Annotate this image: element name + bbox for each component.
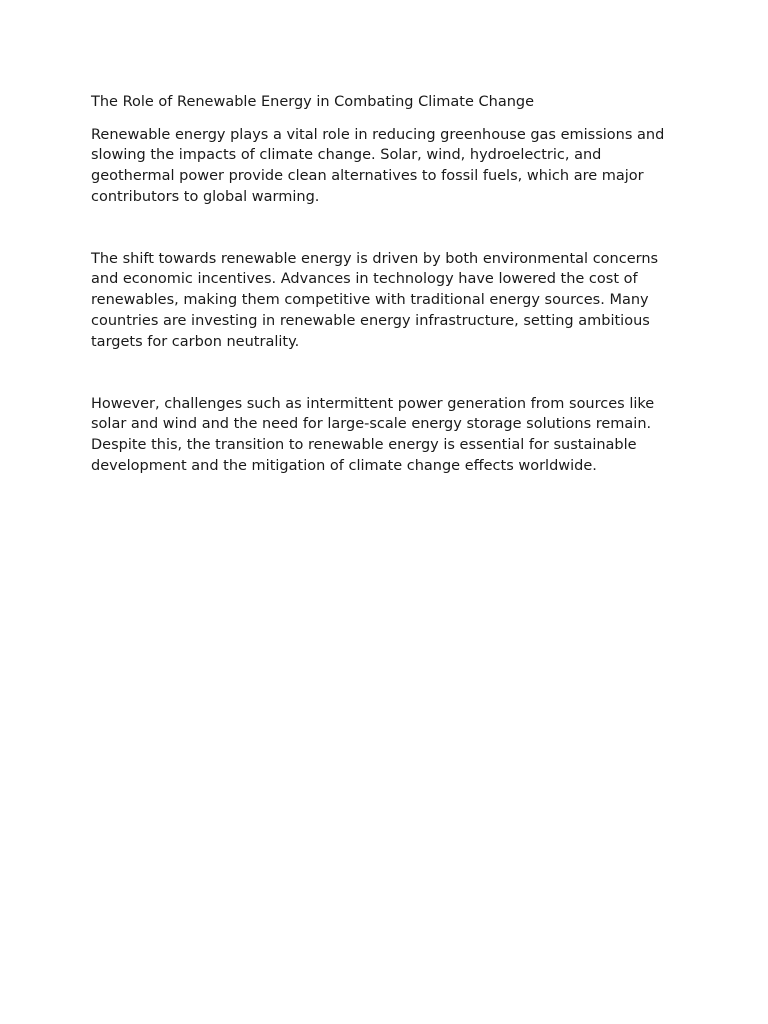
document-body	[91, 92, 683, 477]
paragraph-1: Renewable energy plays a vital role in reducing greenhouse gas emissions and slowing the impacts of climate change. Solar, wind, hydroelectric, and geothermal power provide clean alternatives to fossil fuels, which are major contributors to global warming.	[91, 126, 665, 205]
paragraph-2: The shift towards renewable energy is driven by both environmental concerns and economic incentives. Advances in technology have lowered the cost of renewables, making them competitive with traditional energy sources. Many countries are investing in renewable energy infrastructure, setting ambitious targets for carbon neutrality.	[91, 250, 659, 350]
document-title: The Role of Renewable Energy in Combating Climate Change	[91, 94, 535, 110]
paragraph-3: However, challenges such as intermittent power generation from sources like solar and wind and the need for large-scale energy storage solutions remain. Despite this, the transition to renewable energy is essential for sustainable development and the mitigation of climate change effects worldwide.	[91, 395, 655, 475]
